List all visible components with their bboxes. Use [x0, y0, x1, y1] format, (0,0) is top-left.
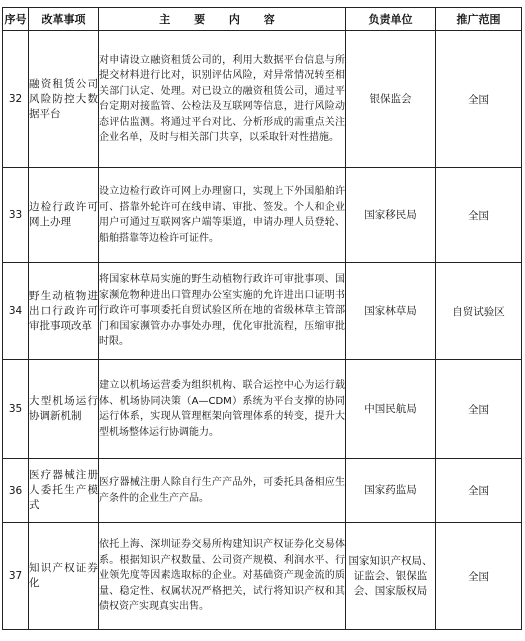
row-scope: 全国	[436, 523, 522, 630]
row-item: 边检行政许可网上办理	[29, 168, 99, 263]
row-item: 知识产权证券化	[29, 523, 99, 630]
header-scope: 推广范围	[436, 8, 522, 31]
row-number: 33	[3, 168, 29, 263]
header-content-label: 主 要 内 容	[159, 13, 285, 26]
table-row	[3, 360, 522, 459]
row-content: 对申请设立融资租赁公司的，利用大数据平台信息与所提交材料进行比对，识别评估风险，对异常情况转至相关部门认定、处理。对已设立的融资租赁公司，通过平台定期对接监管、公检法及互联网等信息，进行风险动态评估监测。将通过平台对比、分析形成的需重点关注企业名单，及时与相关部门共享，以采取针对性措施。	[99, 31, 346, 168]
row-item: 大型机场运行协调新机制	[29, 360, 99, 459]
row-content: 依托上海、深圳证券交易所构建知识产权证券化交易体系。根据知识产权数量、公司资产规模、利润水平、行业领先度等因素选取标的企业。对基础资产现金流的质量、稳定性、权属状况严格把关，试行将知识产权和其债权资产实现真实出售。	[99, 523, 346, 630]
row-dept: 国家林草局	[346, 263, 436, 360]
row-dept: 国家知识产权局、证监会、银保监会、国家版权局	[346, 523, 436, 630]
table-row	[3, 263, 522, 360]
row-number: 36	[3, 459, 29, 523]
header-content	[99, 8, 346, 31]
row-number: 32	[3, 31, 29, 168]
row-content: 设立边检行政许可网上办理窗口，实现上下外国船舶许可、搭靠外轮许可在线申请、审批、签发。个人和企业用户可通过互联网客户端等渠道，申请办理人员登轮、船舶搭靠等边检许可证件。	[99, 168, 346, 263]
row-item: 融资租赁公司风险防控大数据平台	[29, 31, 99, 168]
row-number: 34	[3, 263, 29, 360]
table-row	[3, 523, 522, 630]
header-dept: 负责单位	[346, 8, 436, 31]
row-number: 35	[3, 360, 29, 459]
header-item: 改革事项	[29, 8, 99, 31]
row-scope: 全国	[436, 459, 522, 523]
row-item: 野生动植物进出口行政许可审批事项改革	[29, 263, 99, 360]
row-content: 将国家林草局实施的野生动植物行政许可审批事项、国家濒危物种进出口管理办公室实施的允许进出口证明书行政许可事项委托自贸试验区所在地的省级林草主管部门和国家濒管办办事处办理，优化审批流程，压缩审批时限。	[99, 263, 346, 360]
row-number: 37	[3, 523, 29, 630]
table-row	[3, 168, 522, 263]
row-item: 医疗器械注册人委托生产模式	[29, 459, 99, 523]
row-scope: 自贸试验区	[436, 263, 522, 360]
row-content: 医疗器械注册人除自行生产产品外，可委托具备相应生产条件的企业生产产品。	[99, 459, 346, 523]
header-no: 序号	[3, 8, 29, 31]
row-dept: 银保监会	[346, 31, 436, 168]
reform-table	[2, 7, 522, 630]
row-dept: 中国民航局	[346, 360, 436, 459]
row-scope: 全国	[436, 31, 522, 168]
table-row	[3, 459, 522, 523]
row-scope: 全国	[436, 168, 522, 263]
table-row	[3, 31, 522, 168]
row-content: 建立以机场运营委为组织机构、联合运控中心为运行载体、机场协同决策（A—CDM）系统为平台支撑的协同运行体系，实现从管理框架向管理体系的转变，提升大型机场整体运行协调能力。	[99, 360, 346, 459]
row-dept: 国家移民局	[346, 168, 436, 263]
table-header-row	[3, 8, 522, 31]
row-dept: 国家药监局	[346, 459, 436, 523]
row-scope: 全国	[436, 360, 522, 459]
